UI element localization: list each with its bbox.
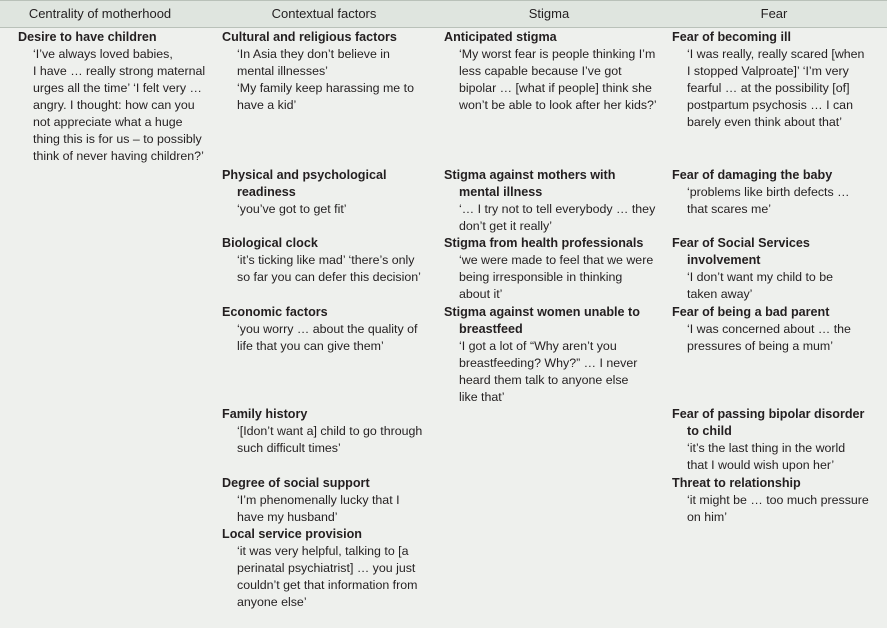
title-line: Fear of passing bipolar disorder xyxy=(672,407,865,421)
category-title: Anticipated stigma xyxy=(444,30,557,44)
category-threat-to-relationship xyxy=(672,475,882,526)
category-biological-clock xyxy=(222,235,434,286)
quote-line: less capable because I’ve got xyxy=(459,64,622,78)
quote-line: not appreciate what a huge xyxy=(33,115,183,129)
quote-line: postpartum psychosis … I can xyxy=(687,98,853,112)
quote-line: ‘it’s ticking like mad’ ‘there’s only xyxy=(237,253,415,267)
quote-line: ‘I’ve always loved babies, xyxy=(33,47,173,61)
category-title: Cultural and religious factors xyxy=(222,30,397,44)
quote-line: mental illnesses’ xyxy=(237,64,328,78)
quote-line: ‘… I try not to tell everybody … they xyxy=(459,202,656,216)
header-centrality-of-motherhood: Centrality of motherhood xyxy=(28,6,172,21)
category-quote xyxy=(18,46,213,165)
quote-line: about it’ xyxy=(459,287,503,301)
quote-line: have my husband’ xyxy=(237,510,338,524)
header-fear: Fear xyxy=(760,6,788,21)
title-line: Physical and psychological xyxy=(222,168,387,182)
category-quote xyxy=(222,492,434,526)
category-title: Biological clock xyxy=(222,236,318,250)
quote-line: fearful … at the possibility [of] xyxy=(687,81,850,95)
category-title: Fear of being a bad parent xyxy=(672,305,830,319)
category-family-history xyxy=(222,406,434,457)
quote-line: life that you can give them’ xyxy=(237,339,384,353)
category-quote xyxy=(222,423,434,457)
quote-line: thing this is for us – to possibly xyxy=(33,132,202,146)
category-title xyxy=(672,406,882,440)
quote-line: ‘I don’t want my child to be xyxy=(687,270,834,284)
category-title: Economic factors xyxy=(222,305,328,319)
quote-line: I have … really strong maternal xyxy=(33,64,206,78)
quote-line: ‘My worst fear is people thinking I’m xyxy=(459,47,656,61)
title-line: involvement xyxy=(687,253,761,267)
category-quote xyxy=(222,252,434,286)
title-line: breastfeed xyxy=(459,322,523,336)
quote-line: urges all the time’ ‘I felt very … xyxy=(33,81,202,95)
category-quote xyxy=(222,201,434,218)
category-title: Fear of becoming ill xyxy=(672,30,791,44)
category-title: Stigma from health professionals xyxy=(444,236,644,250)
quote-line: ‘I was really, really scared [when xyxy=(687,47,865,61)
category-title xyxy=(222,167,434,201)
category-title: Desire to have children xyxy=(18,30,157,44)
category-title: Fear of damaging the baby xyxy=(672,168,833,182)
category-quote xyxy=(444,201,664,235)
quote-line: so far you can defer this decision’ xyxy=(237,270,421,284)
category-fear-passing-bipolar xyxy=(672,406,882,474)
category-cultural-religious xyxy=(222,29,434,114)
category-quote xyxy=(444,252,664,303)
category-title xyxy=(444,304,664,338)
table-header-row xyxy=(0,0,887,28)
category-anticipated-stigma xyxy=(444,29,664,114)
category-economic-factors xyxy=(222,304,434,355)
quote-line: ‘I’m phenomenally lucky that I xyxy=(237,493,400,507)
category-quote xyxy=(222,46,434,114)
quote-line: that I would wish upon her’ xyxy=(687,458,835,472)
category-fear-bad-parent xyxy=(672,304,882,355)
quote-line: ‘you worry … about the quality of xyxy=(237,322,418,336)
quote-line: I stopped Valproate]’ ‘I’m very xyxy=(687,64,849,78)
category-quote xyxy=(672,321,882,355)
quote-line: ‘it’s the last thing in the world xyxy=(687,441,846,455)
quote-line: taken away’ xyxy=(687,287,753,301)
category-quote xyxy=(672,184,882,218)
quote-line: ‘I was concerned about … the xyxy=(687,322,851,336)
quote-line: ‘I got a lot of “Why aren’t you xyxy=(459,339,617,353)
quote-line: bipolar … [what if people] think she xyxy=(459,81,652,95)
quote-line: ‘My family keep harassing me to xyxy=(237,81,414,95)
category-local-service-provision xyxy=(222,526,434,611)
quote-line: ‘we were made to feel that we were xyxy=(459,253,654,267)
quote-line: heard them talk to anyone else xyxy=(459,373,629,387)
header-contextual-factors: Contextual factors xyxy=(271,6,377,21)
quote-line: don’t get it really’ xyxy=(459,219,552,233)
quote-line: have a kid’ xyxy=(237,98,297,112)
category-social-support xyxy=(222,475,434,526)
quote-line: like that’ xyxy=(459,390,505,404)
category-quote xyxy=(672,440,882,474)
category-quote xyxy=(672,492,882,526)
quote-line: think of never having children?’ xyxy=(33,149,204,163)
category-quote xyxy=(672,269,882,303)
category-desire-to-have-children xyxy=(18,29,213,165)
quote-line: ‘it was very helpful, talking to [a xyxy=(237,544,409,558)
quote-line: ‘problems like birth defects … xyxy=(687,185,850,199)
table-body xyxy=(0,28,887,628)
quote-line: being irresponsible in thinking xyxy=(459,270,623,284)
category-quote xyxy=(444,338,664,406)
quote-line: breastfeeding? Why?” … I never xyxy=(459,356,638,370)
quote-line: anyone else’ xyxy=(237,595,307,609)
category-fear-damaging-baby xyxy=(672,167,882,218)
title-line: readiness xyxy=(237,185,296,199)
category-title: Threat to relationship xyxy=(672,476,801,490)
title-line: to child xyxy=(687,424,732,438)
quote-line: ‘[Idon’t want a] child to go through xyxy=(237,424,423,438)
quote-line: angry. I thought: how can you xyxy=(33,98,195,112)
category-fear-becoming-ill xyxy=(672,29,882,131)
quote-line: pressures of being a mum’ xyxy=(687,339,834,353)
category-fear-social-services xyxy=(672,235,882,303)
category-title: Local service provision xyxy=(222,527,362,541)
category-title: Degree of social support xyxy=(222,476,370,490)
category-physical-psychological-readiness xyxy=(222,167,434,218)
quote-line: ‘you’ve got to get fit’ xyxy=(237,202,347,216)
category-stigma-mothers-mental-illness xyxy=(444,167,664,235)
title-line: Fear of Social Services xyxy=(672,236,810,250)
category-stigma-health-professionals xyxy=(444,235,664,303)
quote-line: ‘it might be … too much pressure xyxy=(687,493,869,507)
quote-line: ‘In Asia they don’t believe in xyxy=(237,47,390,61)
quote-line: that scares me’ xyxy=(687,202,772,216)
category-quote xyxy=(222,321,434,355)
quote-line: on him’ xyxy=(687,510,727,524)
category-title xyxy=(444,167,664,201)
category-stigma-breastfeed xyxy=(444,304,664,406)
category-title xyxy=(672,235,882,269)
category-quote xyxy=(672,46,882,131)
category-quote xyxy=(444,46,664,114)
title-line: Stigma against mothers with xyxy=(444,168,616,182)
category-quote xyxy=(222,543,434,611)
title-line: Stigma against women unable to xyxy=(444,305,640,319)
category-title: Family history xyxy=(222,407,308,421)
quote-line: such difficult times’ xyxy=(237,441,341,455)
quote-line: couldn’t get that information from xyxy=(237,578,418,592)
quote-line: won’t be able to look after her kids?’ xyxy=(459,98,657,112)
title-line: mental illness xyxy=(459,185,543,199)
quote-line: barely even think about that’ xyxy=(687,115,842,129)
header-stigma: Stigma xyxy=(528,6,570,21)
quote-line: perinatal psychiatrist] … you just xyxy=(237,561,416,575)
